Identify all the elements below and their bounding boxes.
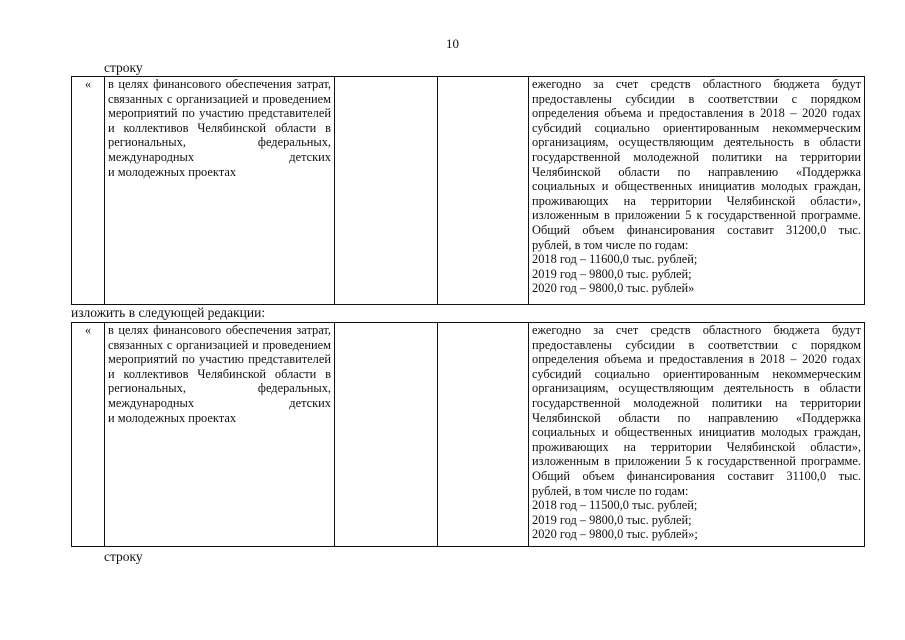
page-number: 10 bbox=[446, 36, 459, 51]
funding-2018: 2018 год – 11600,0 тыс. рублей; bbox=[532, 252, 698, 267]
quote-mark-cell: « bbox=[72, 323, 105, 547]
funding-total: Общий объем финансирования составит 31200,0 тыс. bbox=[532, 222, 861, 237]
purpose-text: в целях финансового обеспечения затрат, связанных с организацией и проведением мероприятий по участию представителей и коллективов Челябинской области в региональных, федеральных, международных детских bbox=[108, 323, 331, 410]
table-row bbox=[72, 77, 865, 305]
purpose-text: в целях финансового обеспечения затрат, связанных с организацией и проведением мероприятий по участию представителей и коллективов Челябинской области в региональных, федеральных, международных детских bbox=[108, 77, 331, 164]
heading-stroku-bottom: строку bbox=[104, 549, 143, 564]
funding-2019: 2019 год – 9800,0 тыс. рублей; bbox=[532, 266, 692, 281]
empty-cell bbox=[438, 77, 529, 305]
empty-cell bbox=[335, 77, 438, 305]
empty-cell bbox=[438, 323, 529, 547]
funding-2020: 2020 год – 9800,0 тыс. рублей» bbox=[532, 281, 695, 296]
purpose-text-last: и молодежных проектах bbox=[108, 410, 237, 425]
description-cell bbox=[529, 323, 865, 547]
heading-new-edition: изложить в следующей редакции: bbox=[71, 305, 266, 320]
funding-2020: 2020 год – 9800,0 тыс. рублей»; bbox=[532, 527, 698, 542]
heading-stroku-top: строку bbox=[104, 60, 143, 75]
description-text: ежегодно за счет средств областного бюджета будут предоставлены субсидии в соответствии с порядком определения объема и предоставления в 2018 – 2020 годах субсидий социально ориентированным некоммерческим организациям, осуществляющим деятельность в области государственной молодежной политики на территории Челябинской области по направлению «Поддержка социальных и общественных инициатив молодых граждан, проживающих на территории Челябинской области», изложенным в приложении 5 к государственной программе. bbox=[532, 77, 861, 223]
table-row bbox=[72, 323, 865, 547]
funding-2019: 2019 год – 9800,0 тыс. рублей; bbox=[532, 512, 692, 527]
purpose-cell bbox=[105, 77, 335, 305]
quote-mark-cell: « bbox=[72, 77, 105, 305]
old-row-table bbox=[71, 76, 865, 305]
purpose-cell bbox=[105, 323, 335, 547]
description-cell bbox=[529, 77, 865, 305]
empty-cell bbox=[335, 323, 438, 547]
funding-years-intro: рублей, в том числе по годам: bbox=[532, 237, 689, 252]
funding-total: Общий объем финансирования составит 31100,0 тыс. bbox=[532, 468, 861, 483]
new-row-table bbox=[71, 322, 865, 547]
funding-2018: 2018 год – 11500,0 тыс. рублей; bbox=[532, 498, 698, 513]
description-text: ежегодно за счет средств областного бюджета будут предоставлены субсидии в соответствии с порядком определения объема и предоставления в 2018 – 2020 годах субсидий социально ориентированным некоммерческим организациям, осуществляющим деятельность в области государственной молодежной политики на территории Челябинской области по направлению «Поддержка социальных и общественных инициатив молодых граждан, проживающих на территории Челябинской области», изложенным в приложении 5 к государственной программе. bbox=[532, 323, 861, 469]
purpose-text-last: и молодежных проектах bbox=[108, 164, 237, 179]
funding-years-intro: рублей, в том числе по годам: bbox=[532, 483, 689, 498]
